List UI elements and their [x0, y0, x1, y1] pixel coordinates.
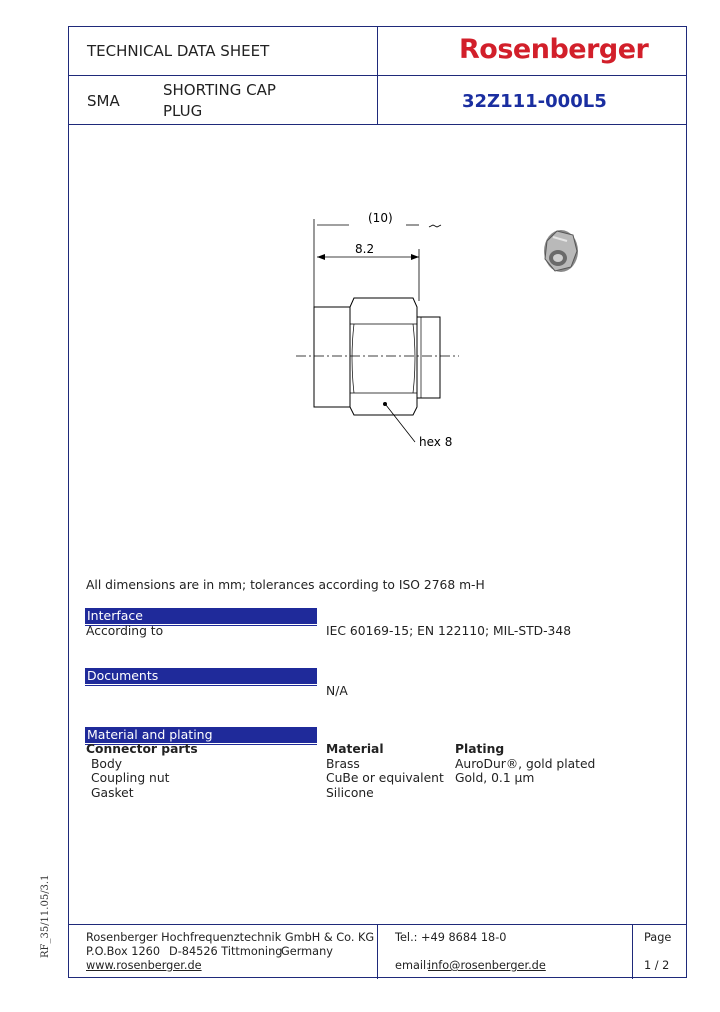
product-thumbnail — [544, 230, 578, 272]
plating-body: AuroDur®, gold plated — [455, 757, 596, 771]
plating-coupling-nut: Gold, 0.1 µm — [455, 771, 535, 785]
material-coupling-nut: CuBe or equivalent — [326, 771, 444, 785]
interface-band — [85, 608, 317, 624]
documents-band — [85, 668, 317, 684]
documents-underline — [85, 685, 317, 686]
footer-company: Rosenberger Hochfrequenztechnik GmbH & Co. KG — [86, 931, 375, 944]
product-name-line1: SHORTING CAP — [163, 81, 276, 99]
interface-value: IEC 60169-15; EN 122110; MIL-STD-348 — [326, 624, 572, 638]
col-header-parts: Connector parts — [86, 742, 198, 756]
product-name-line2: PLUG — [163, 102, 203, 120]
dim-length-text: 8.2 — [355, 242, 375, 256]
footer-email-link[interactable]: info@rosenberger.de — [428, 959, 546, 972]
part-number: 32Z111-000L5 — [462, 91, 607, 112]
datasheet-frame — [68, 26, 687, 978]
break-symbol — [429, 225, 441, 227]
col-header-plating: Plating — [455, 742, 505, 756]
documents-value: N/A — [326, 684, 348, 698]
footer-divider-1 — [377, 924, 378, 979]
interface-label: According to — [86, 624, 164, 638]
material-gasket: Silicone — [326, 786, 374, 800]
part-coupling-nut: Coupling nut — [91, 771, 170, 785]
footer-website-link[interactable]: www.rosenberger.de — [86, 959, 202, 972]
brand-logo: Rosenberger — [459, 34, 649, 65]
dim-overall-text: (10) — [368, 211, 393, 225]
footer-pobox: P.O.Box 1260 — [86, 945, 161, 958]
material-body: Brass — [326, 757, 360, 771]
footer-country: Germany — [281, 945, 333, 958]
footer-page-label: Page — [644, 931, 672, 944]
col-header-material: Material — [326, 742, 384, 756]
part-body: Body — [91, 757, 123, 771]
footer-tel: Tel.: +49 8684 18-0 — [395, 931, 507, 944]
material-title: Material and plating — [87, 727, 213, 742]
series-label: SMA — [87, 92, 120, 110]
header-vertical-divider — [377, 27, 378, 124]
footer-page-value: 1 / 2 — [644, 959, 670, 972]
footer-divider-2 — [632, 924, 633, 979]
part-gasket: Gasket — [91, 786, 134, 800]
dimensions-note: All dimensions are in mm; tolerances according to ISO 2768 m-H — [86, 578, 485, 592]
material-band — [85, 727, 317, 743]
hex-label: hex 8 — [419, 435, 453, 449]
footer-city: D-84526 Tittmoning — [169, 945, 283, 958]
documents-title: Documents — [87, 668, 159, 683]
footer-email-label: email: — [395, 959, 430, 972]
side-code: RF_35/11.05/3.1 — [40, 874, 51, 958]
doc-type: TECHNICAL DATA SHEET — [87, 42, 270, 60]
interface-title: Interface — [87, 608, 143, 623]
technical-drawing — [69, 124, 686, 474]
